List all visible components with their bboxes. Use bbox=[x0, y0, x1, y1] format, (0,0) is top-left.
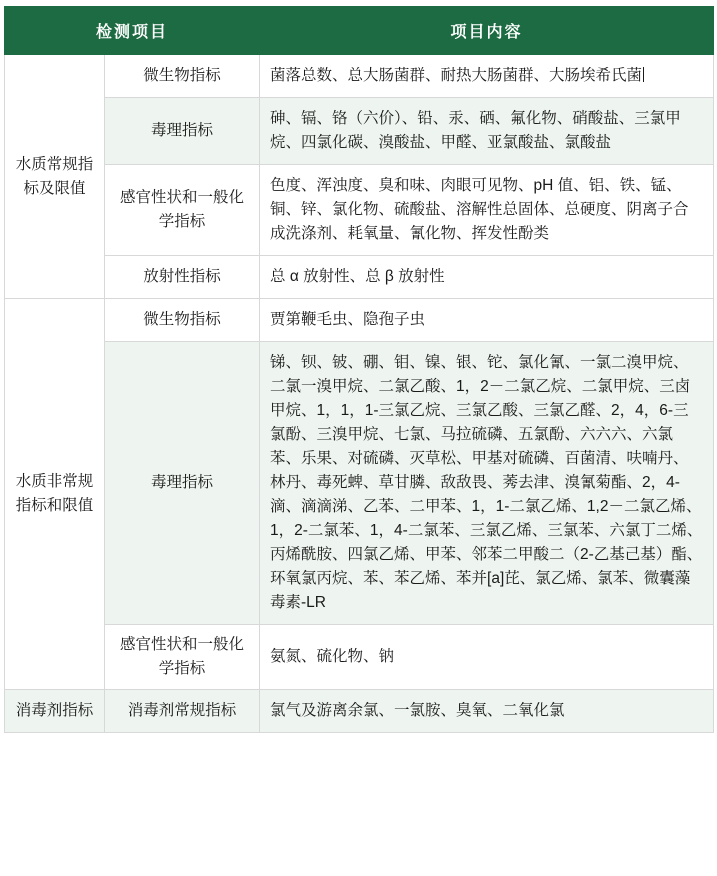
subcategory-cell: 毒理指标 bbox=[105, 98, 260, 165]
content-cell: 贾第鞭毛虫、隐孢子虫 bbox=[260, 299, 714, 342]
content-cell: 氨氮、硫化物、钠 bbox=[260, 625, 714, 690]
content-cell bbox=[260, 55, 714, 98]
table-row bbox=[5, 165, 714, 256]
table-header-row bbox=[5, 7, 714, 55]
header-item-content: 项目内容 bbox=[260, 7, 714, 55]
subcategory-cell: 放射性指标 bbox=[105, 256, 260, 299]
category-cell: 水质常规指标及限值 bbox=[5, 55, 105, 299]
table-row bbox=[5, 625, 714, 690]
text-caret bbox=[643, 67, 644, 82]
content-text: 菌落总数、总大肠菌群、耐热大肠菌群、大肠埃希氏菌 bbox=[270, 67, 643, 84]
subcategory-cell: 感官性状和一般化学指标 bbox=[105, 625, 260, 690]
table-row bbox=[5, 299, 714, 342]
table-row bbox=[5, 690, 714, 733]
subcategory-cell: 消毒剂常规指标 bbox=[105, 690, 260, 733]
table-row bbox=[5, 256, 714, 299]
category-cell: 消毒剂指标 bbox=[5, 690, 105, 733]
subcategory-cell: 微生物指标 bbox=[105, 299, 260, 342]
subcategory-cell: 感官性状和一般化学指标 bbox=[105, 165, 260, 256]
header-test-item: 检测项目 bbox=[5, 7, 260, 55]
table-row bbox=[5, 55, 714, 98]
table-row bbox=[5, 342, 714, 625]
table-header bbox=[5, 7, 714, 55]
table-row bbox=[5, 98, 714, 165]
content-cell: 砷、镉、铬（六价）、铅、汞、硒、氟化物、硝酸盐、三氯甲烷、四氯化碳、溴酸盐、甲醛、亚氯酸盐、氯酸盐 bbox=[260, 98, 714, 165]
subcategory-cell: 微生物指标 bbox=[105, 55, 260, 98]
content-cell: 氯气及游离余氯、一氯胺、臭氧、二氧化氯 bbox=[260, 690, 714, 733]
subcategory-cell: 毒理指标 bbox=[105, 342, 260, 625]
content-cell: 锑、钡、铍、硼、钼、镍、银、铊、氯化氰、一氯二溴甲烷、二氯一溴甲烷、二氯乙酸、1，2－二氯乙烷、二氯甲烷、三卤甲烷、1，1，1-三氯乙烷、三氯乙酸、三氯乙醛、2，4，6-三氯酚、三溴甲烷、七氯、马拉硫磷、五氯酚、六六六、六氯苯、乐果、对硫磷、灭草松、甲基对硫磷、百菌清、呋喃丹、林丹、毒死蜱、草甘膦、敌敌畏、莠去津、溴氰菊酯、2，4-滴、滴滴涕、乙苯、二甲苯、1，1-二氯乙烯、1,2－二氯乙烯、1，2-二氯苯、1，4-二氯苯、三氯乙烯、三氯苯、六氯丁二烯、丙烯酰胺、四氯乙烯、甲苯、邻苯二甲酸二（2-乙基己基）酯、环氧氯丙烷、苯、苯乙烯、苯并[a]芘、氯乙烯、氯苯、微囊藻毒素-LR bbox=[260, 342, 714, 625]
content-cell: 总 α 放射性、总 β 放射性 bbox=[260, 256, 714, 299]
water-quality-table bbox=[4, 6, 714, 733]
table-body bbox=[5, 55, 714, 733]
category-cell: 水质非常规指标和限值 bbox=[5, 299, 105, 690]
content-cell: 色度、浑浊度、臭和味、肉眼可见物、pH 值、铝、铁、锰、铜、锌、氯化物、硫酸盐、溶解性总固体、总硬度、阴离子合成洗涤剂、耗氧量、氰化物、挥发性酚类 bbox=[260, 165, 714, 256]
